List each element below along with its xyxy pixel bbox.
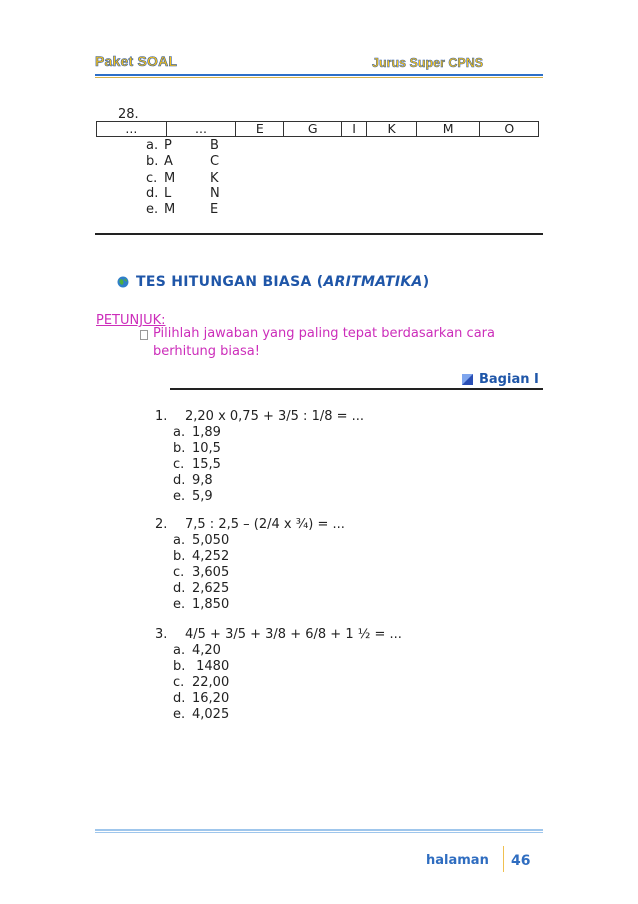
section-title-italic: ARITMATIKA xyxy=(323,274,423,290)
option-item[interactable] xyxy=(173,707,229,723)
question-number: 3. xyxy=(155,627,168,642)
q28-option-e[interactable] xyxy=(146,202,218,217)
option-item[interactable] xyxy=(173,457,221,473)
question-text: 2,20 x 0,75 + 3/5 : 1/8 = ... xyxy=(185,409,365,424)
option-letter: e. xyxy=(146,202,159,217)
option-value: 4,20 xyxy=(192,643,221,658)
option-value: P xyxy=(164,138,172,153)
option-value: A xyxy=(164,154,173,169)
option-value: 9,8 xyxy=(192,473,213,488)
footer-page-label: halaman xyxy=(426,853,489,868)
option-value: M xyxy=(164,202,176,217)
square-bullet-icon xyxy=(462,374,473,385)
instructions-line-2: berhitung biasa! xyxy=(153,344,260,359)
sequence-cell: G xyxy=(284,122,342,137)
question-text: 7,5 : 2,5 – (2/4 x ¾) = ... xyxy=(185,517,345,532)
footer-separator xyxy=(503,846,504,872)
option-letter: b. xyxy=(146,154,159,169)
option-letter: a. xyxy=(173,643,186,658)
footer-divider xyxy=(95,829,543,831)
header-title-right: Jurus Super CPNS xyxy=(372,56,484,70)
footer-divider-secondary xyxy=(95,832,543,833)
option-item[interactable] xyxy=(173,489,221,505)
option-value: 10,5 xyxy=(192,441,221,456)
part-divider xyxy=(170,388,543,390)
option-letter: c. xyxy=(146,171,158,186)
option-value: 3,605 xyxy=(192,565,230,580)
header-divider-secondary xyxy=(95,77,543,78)
instructions-label: PETUNJUK: xyxy=(96,313,166,328)
question-text: 4/5 + 3/5 + 3/8 + 6/8 + 1 ½ = ... xyxy=(185,627,402,642)
option-item[interactable] xyxy=(173,565,229,581)
question-number: 2. xyxy=(155,517,168,532)
option-value: 1,89 xyxy=(192,425,221,440)
question-28-number: 28. xyxy=(118,107,139,122)
option-value: 2,625 xyxy=(192,581,230,596)
q28-option-c[interactable] xyxy=(146,171,219,186)
option-value: M xyxy=(164,171,176,186)
option-item[interactable] xyxy=(173,441,221,457)
bullet-box-icon xyxy=(140,330,148,340)
option-letter: c. xyxy=(173,565,185,580)
sequence-cell: I xyxy=(341,122,366,137)
section-title xyxy=(136,274,429,290)
option-item[interactable] xyxy=(173,691,229,707)
section-divider xyxy=(95,233,543,235)
option-letter: a. xyxy=(173,425,186,440)
header-title-left: Paket SOAL xyxy=(95,53,178,69)
question-3-options xyxy=(173,643,229,723)
option-letter: d. xyxy=(173,473,186,488)
option-value: 22,00 xyxy=(192,675,230,690)
option-letter: d. xyxy=(173,691,186,706)
sequence-cell: ... xyxy=(97,122,167,137)
option-letter: d. xyxy=(146,186,159,201)
option-letter: e. xyxy=(173,489,186,504)
option-item[interactable] xyxy=(173,659,229,675)
header-divider xyxy=(95,74,543,76)
option-letter: e. xyxy=(173,597,186,612)
option-letter: d. xyxy=(173,581,186,596)
option-item[interactable] xyxy=(173,597,229,613)
instructions-text xyxy=(153,325,533,361)
option-value: 1,850 xyxy=(192,597,230,612)
page-number: 46 xyxy=(511,853,531,869)
sequence-cell: M xyxy=(416,122,480,137)
part-label: Bagian I xyxy=(479,372,539,387)
option-letter: c. xyxy=(173,675,185,690)
option-item[interactable] xyxy=(173,533,229,549)
option-item[interactable] xyxy=(173,675,229,691)
option-letter: a. xyxy=(146,138,159,153)
q28-option-d[interactable] xyxy=(146,186,220,201)
section-title-main: TES HITUNGAN BIASA ( xyxy=(136,274,324,290)
option-item[interactable] xyxy=(173,643,229,659)
question-2 xyxy=(155,517,345,532)
option-item[interactable] xyxy=(173,549,229,565)
q28-option-a[interactable] xyxy=(146,138,219,153)
option-letter: b. xyxy=(173,549,186,564)
option-value: E xyxy=(210,202,219,217)
option-item[interactable] xyxy=(173,581,229,597)
option-value: 1480 xyxy=(192,659,230,674)
section-title-end: ) xyxy=(422,274,430,290)
option-value: 4,025 xyxy=(192,707,230,722)
option-value: N xyxy=(210,186,220,201)
option-value: B xyxy=(210,138,219,153)
question-1 xyxy=(155,409,364,424)
option-value: 15,5 xyxy=(192,457,221,472)
globe-icon xyxy=(117,276,129,288)
option-value: 16,20 xyxy=(192,691,230,706)
question-2-options xyxy=(173,533,229,613)
sequence-cell: K xyxy=(367,122,417,137)
option-value: 4,252 xyxy=(192,549,230,564)
sequence-table xyxy=(96,121,539,137)
option-letter: c. xyxy=(173,457,185,472)
option-item[interactable] xyxy=(173,425,221,441)
sequence-cell: E xyxy=(236,122,284,137)
sequence-cell: ... xyxy=(166,122,236,137)
option-value: C xyxy=(210,154,220,169)
question-1-options xyxy=(173,425,221,505)
q28-option-b[interactable] xyxy=(146,154,219,169)
option-item[interactable] xyxy=(173,473,221,489)
option-letter: a. xyxy=(173,533,186,548)
option-value: K xyxy=(210,171,219,186)
option-value: L xyxy=(164,186,172,201)
option-letter: e. xyxy=(173,707,186,722)
option-value: 5,9 xyxy=(192,489,213,504)
question-number: 1. xyxy=(155,409,168,424)
sequence-cell: O xyxy=(480,122,539,137)
option-value: 5,050 xyxy=(192,533,230,548)
instructions-line-1: Pilihlah jawaban yang paling tepat berdasarkan cara xyxy=(153,326,495,341)
option-letter: b. xyxy=(173,441,186,456)
question-3 xyxy=(155,627,402,642)
option-letter: b. xyxy=(173,659,186,674)
